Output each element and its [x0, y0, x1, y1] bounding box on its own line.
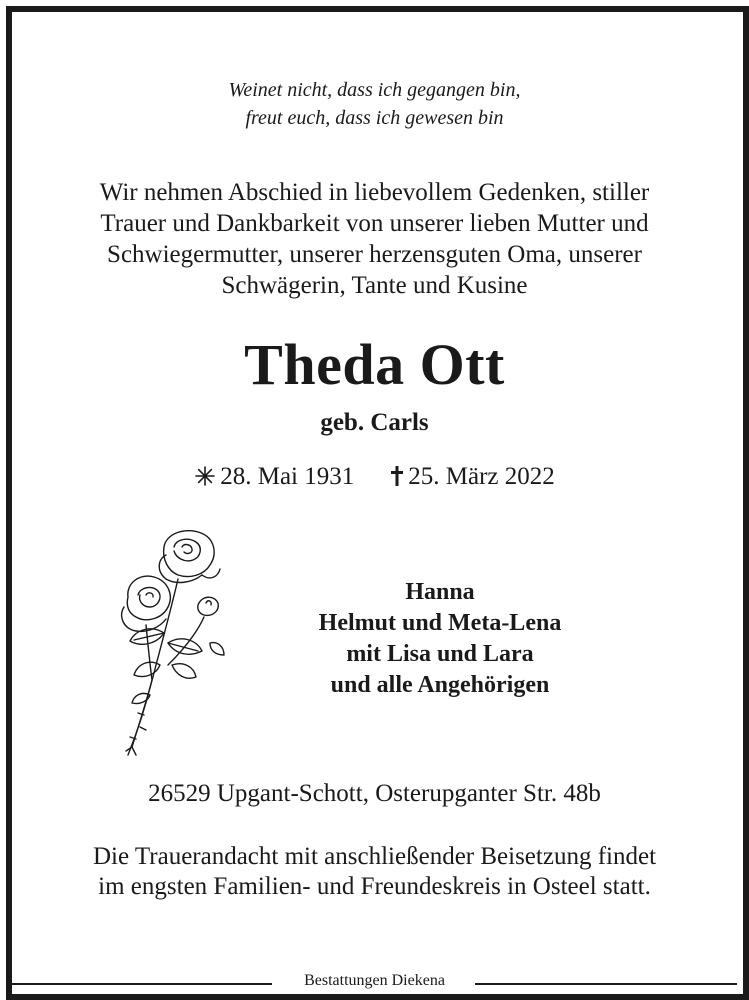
birth-date-group — [194, 462, 354, 495]
poem-line: freut euch, dass ich gewesen bin — [245, 107, 504, 129]
rose-illustration — [106, 525, 232, 760]
service-line: Die Trauerandacht mit anschließender Beisetzung findet — [92, 843, 657, 870]
poem-line: Weinet nicht, dass ich gegangen bin, — [228, 79, 521, 101]
poem — [0, 76, 749, 132]
intro-line: Trauer und Dankbarkeit von unserer lieben Mutter und — [100, 210, 649, 237]
mourner-line: und alle Angehörigen — [330, 672, 550, 698]
birth-star-icon — [194, 465, 216, 495]
footer — [12, 970, 737, 994]
intro-text — [0, 177, 749, 301]
intro-line: Schwägerin, Tante und Kusine — [221, 272, 528, 299]
mourner-line: Hanna — [405, 579, 475, 605]
maiden-name: geb. Carls — [320, 409, 429, 436]
mourner-line: Helmut und Meta-Lena — [318, 610, 562, 636]
birth-date: 28. Mai 1931 — [220, 463, 355, 490]
address: 26529 Upgant-Schott, Osterupganter Str. 48b — [148, 780, 601, 807]
intro-line: Schwiegermutter, unserer herzensguten Oma, unserer — [107, 241, 642, 268]
death-date-group — [390, 462, 555, 495]
mourner-line: mit Lisa und Lara — [346, 641, 534, 667]
death-cross-icon — [390, 465, 404, 495]
life-dates — [0, 462, 749, 495]
intro-line: Wir nehmen Abschied in liebevollem Gedenken, stiller — [99, 179, 650, 206]
service-line: im engsten Familien- und Freundeskreis in Osteel statt. — [98, 873, 651, 900]
death-date: 25. März 2022 — [408, 463, 555, 490]
mourners-list — [270, 577, 610, 701]
service-info — [0, 842, 749, 902]
funeral-home-name: Bestattungen Diekena — [294, 972, 455, 989]
deceased-name: Theda Ott — [244, 332, 505, 397]
